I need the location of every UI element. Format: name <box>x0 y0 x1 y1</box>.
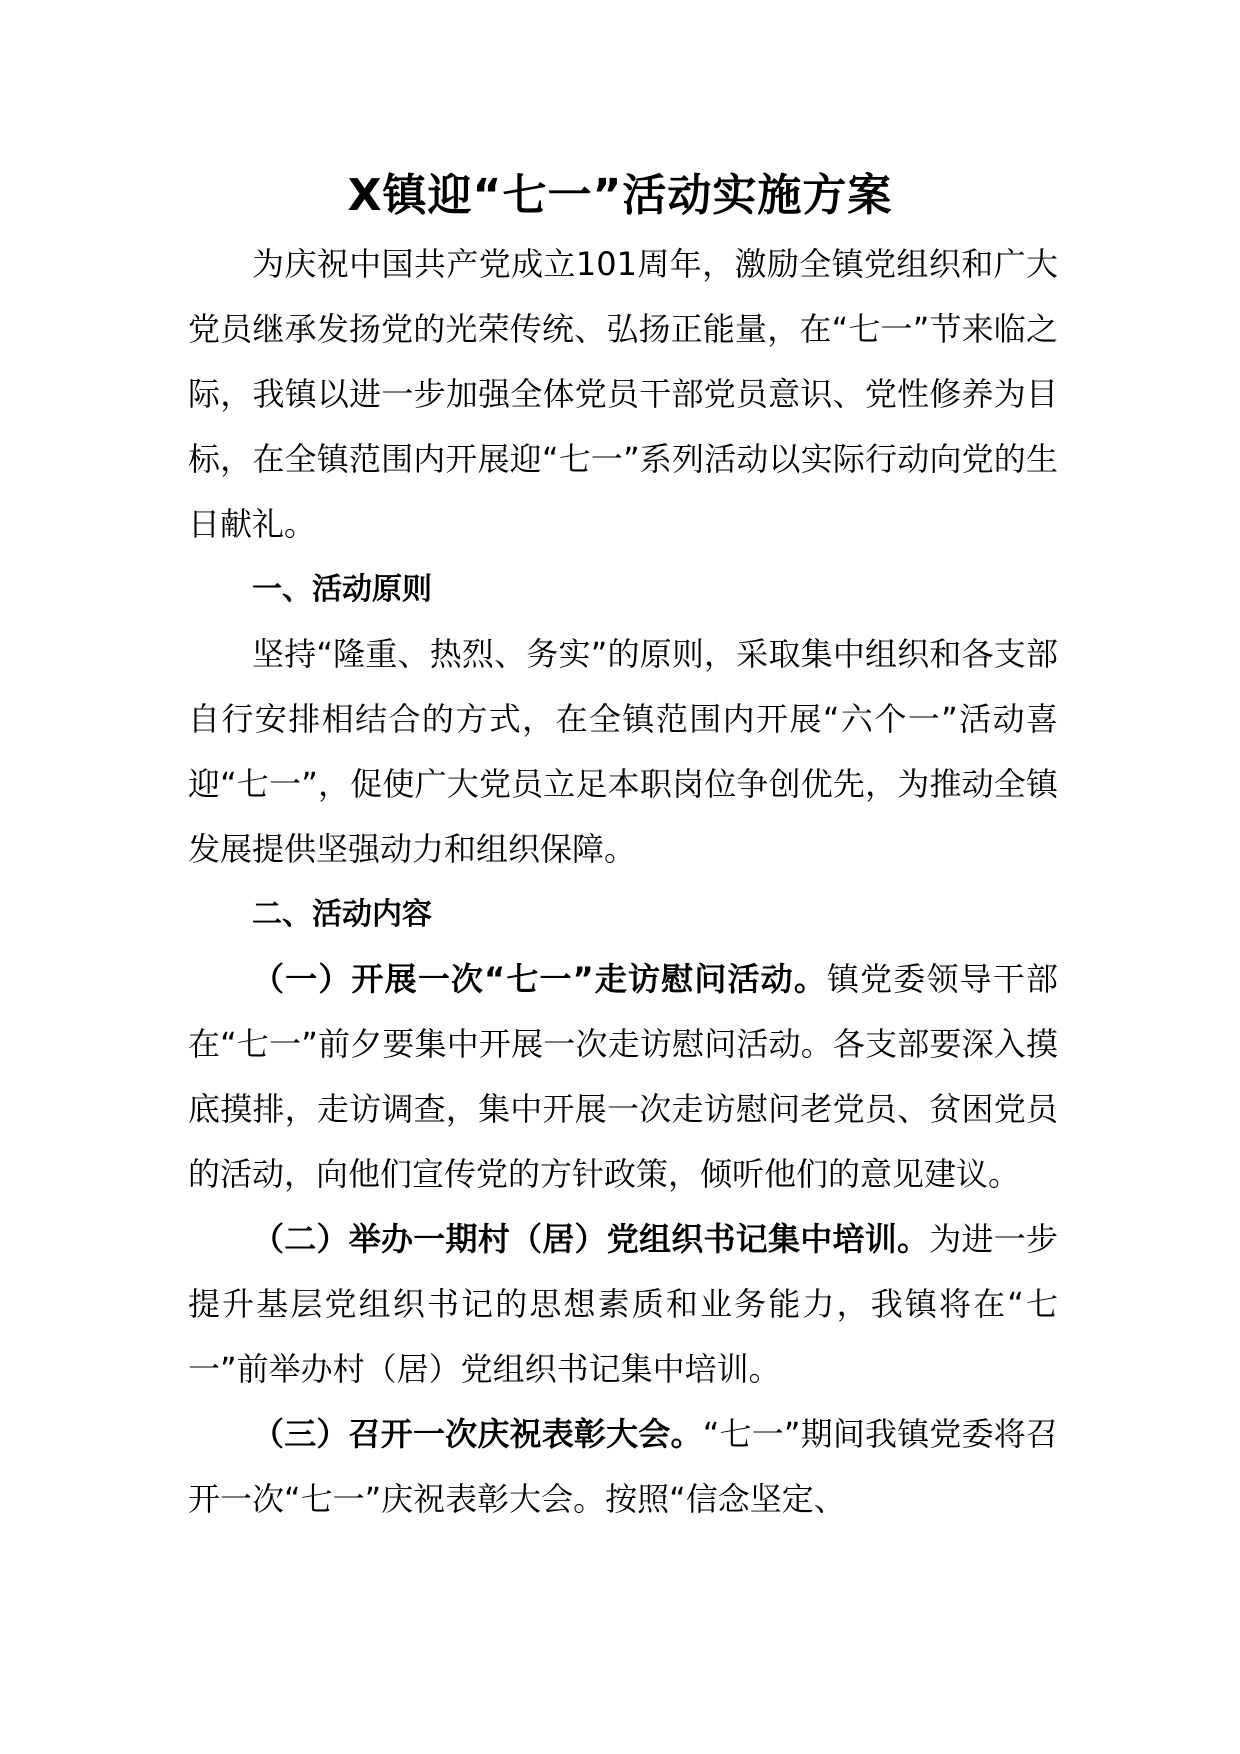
section-heading-principles: 一、活动原则 <box>252 572 432 607</box>
content-item-2-lead: （二）举办一期村（居）党组织书记集中培训。 <box>252 1220 930 1258</box>
content-item-3 <box>188 1402 1058 1532</box>
document-title: X镇迎“七一”活动实施方案 <box>347 170 893 221</box>
principles-paragraph: 坚持“隆重、热烈、务实”的原则，采取集中组织和各支部自行安排相结合的方式，在全镇范围内开展“六个一”活动喜迎“七一”，促使广大党员立足本职岗位争创优先，为推动全镇发展提供坚强动力和组织保障。 <box>188 635 1058 868</box>
content-item-3-text: “七一”期间我镇党委将召开一次“七一”庆祝表彰大会。按照“信念坚定、 <box>188 1415 1058 1518</box>
content-item-2-text: 为进一步提升基层党组织书记的思想素质和业务能力，我镇将在“七一”前举办村（居）党组织书记集中培训。 <box>188 1220 1058 1388</box>
content-item-2 <box>188 1207 1058 1402</box>
content-item-1-text: 镇党委领导干部在“七一”前夕要集中开展一次走访慰问活动。各支部要深入摸底摸排，走访调查，集中开展一次走访慰问老党员、贫困党员的活动，向他们宣传党的方针政策，倾听他们的意见建议。 <box>188 960 1058 1193</box>
content-item-1-lead: （一）开展一次“七一”走访慰问活动。 <box>252 960 827 998</box>
content-item-3-lead: （三）召开一次庆祝表彰大会。 <box>252 1415 703 1453</box>
document-body <box>188 232 1058 1532</box>
section-heading-content: 二、活动内容 <box>252 897 432 932</box>
intro-paragraph: 为庆祝中国共产党成立101周年，激励全镇党组织和广大党员继承发扬党的光荣传统、弘扬正能量，在“七一”节来临之际，我镇以进一步加强全体党员干部党员意识、党性修养为目标，在全镇范围内开展迎“七一”系列活动以实际行动向党的生日献礼。 <box>188 245 1058 543</box>
content-item-1 <box>188 947 1058 1207</box>
